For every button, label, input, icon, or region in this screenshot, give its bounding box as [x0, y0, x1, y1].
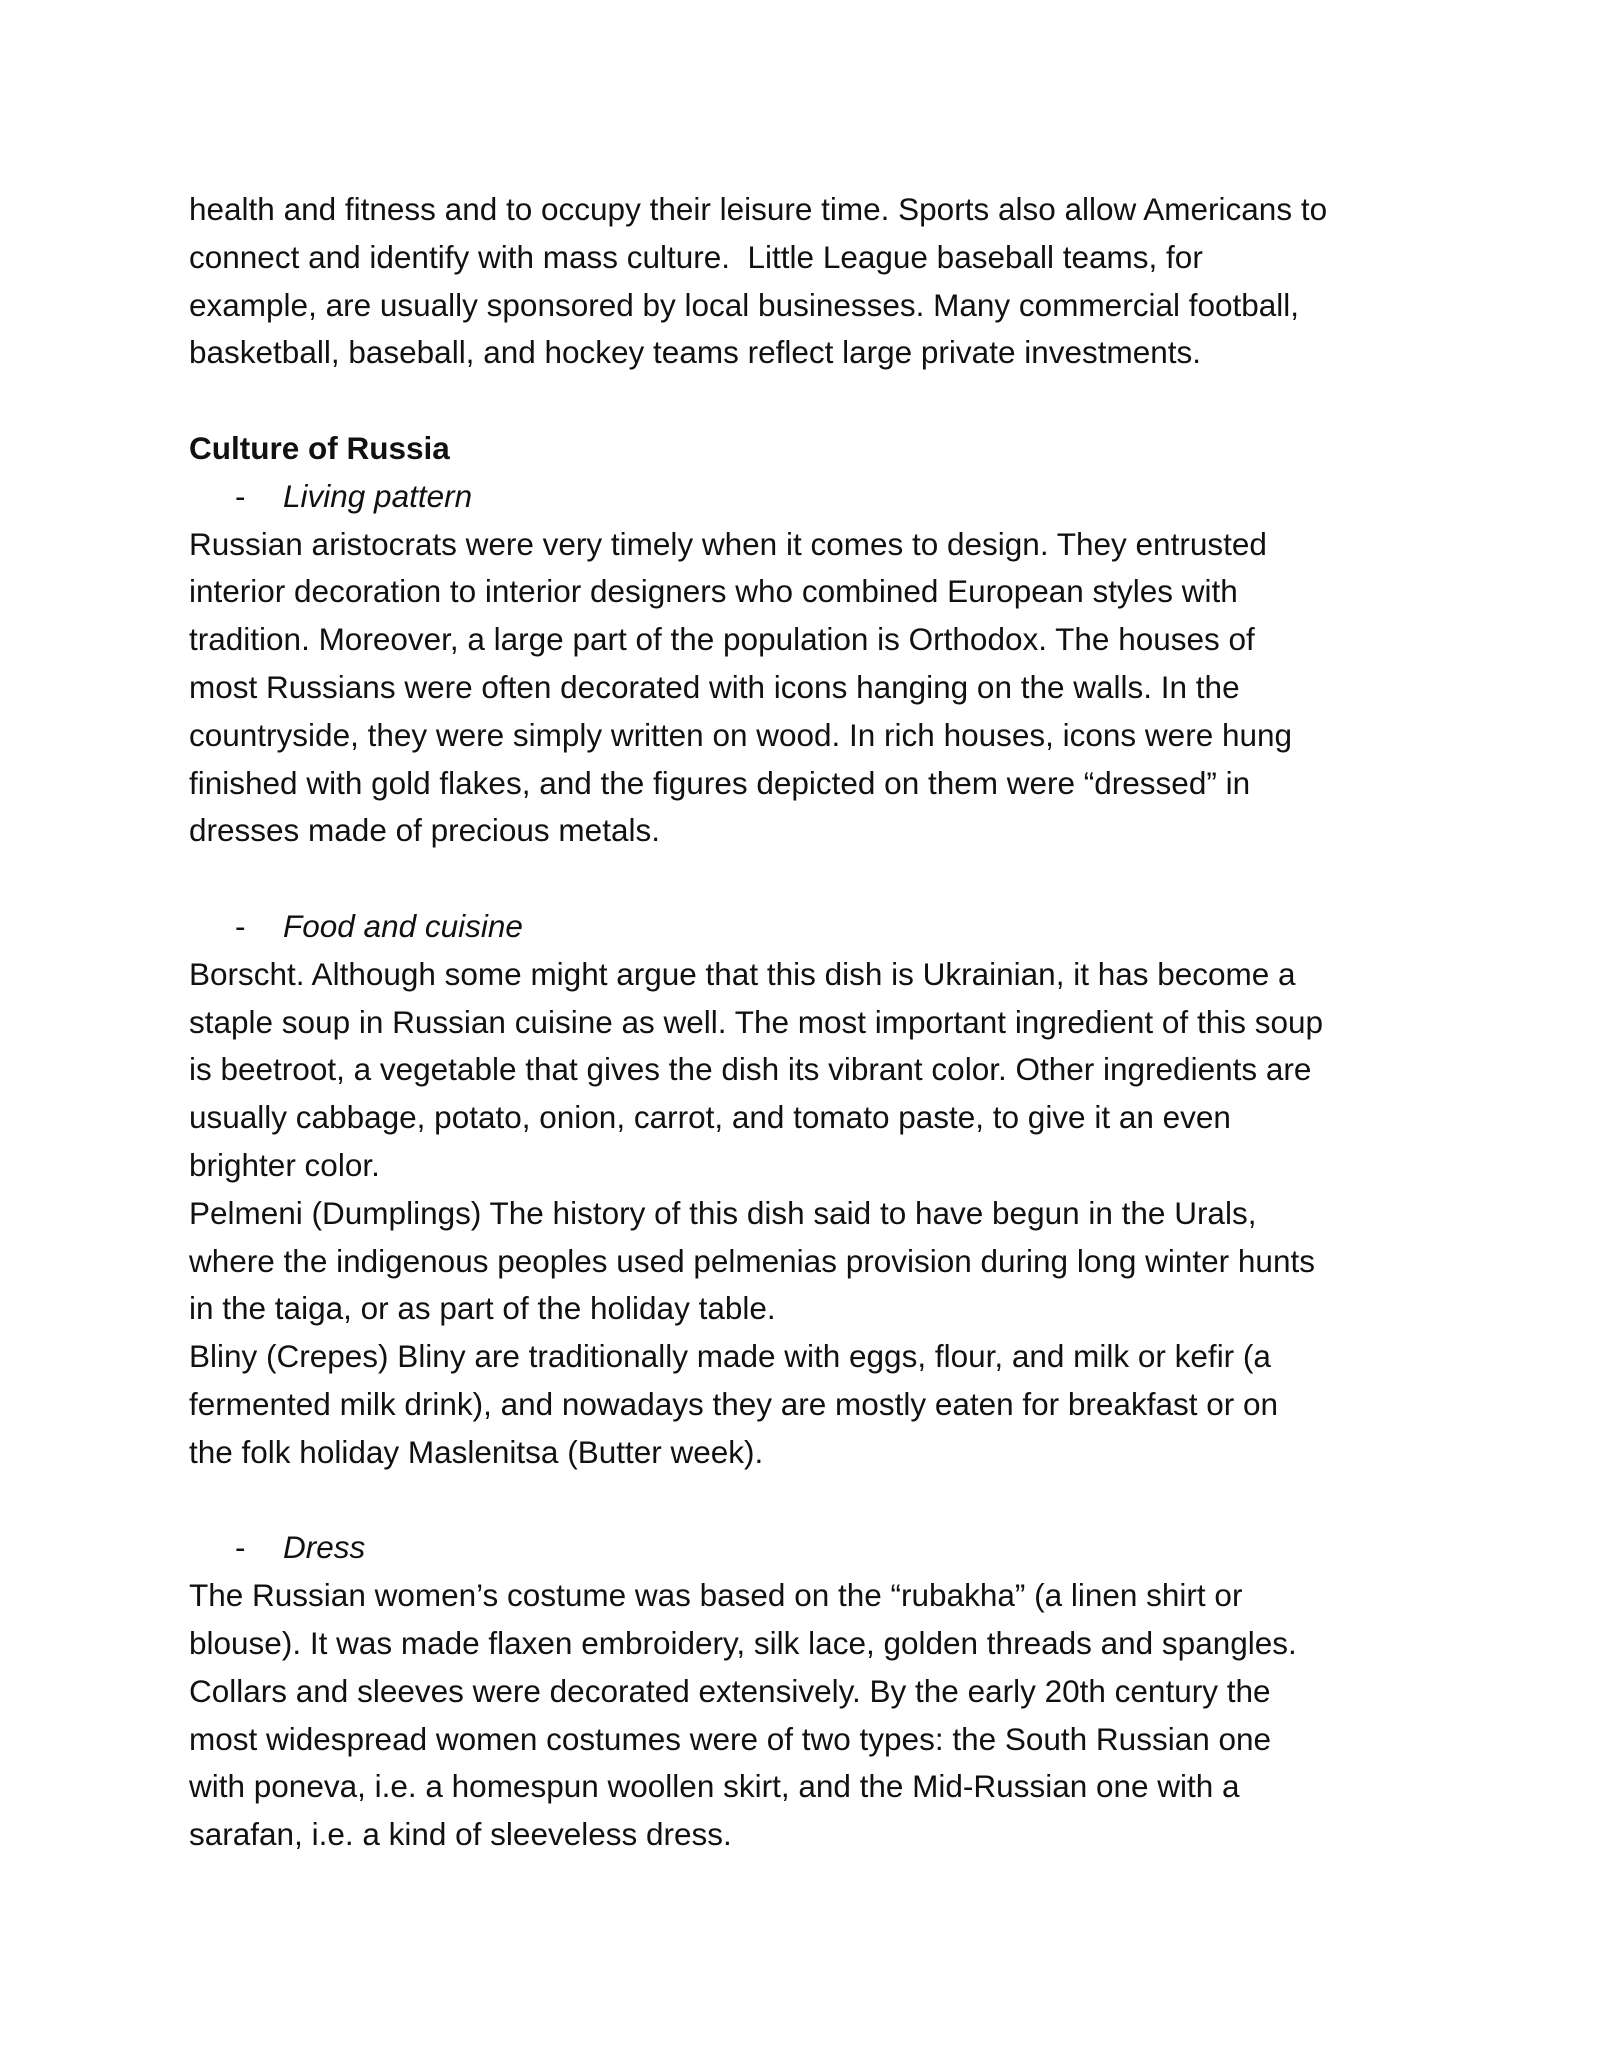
intro-line: health and fitness and to occupy their leisure time. Sports also allow Americans to [189, 191, 1328, 227]
food-line: fermented milk drink), and nowadays they are mostly eaten for breakfast or on [189, 1385, 1279, 1422]
living-line: dresses made of precious metals. [189, 812, 660, 849]
bullet-dash: - [235, 1529, 246, 1566]
living-line: finished with gold flakes, and the figures depicted on them were “dressed” in [189, 764, 1251, 801]
food-line: is beetroot, a vegetable that gives the dish its vibrant color. Other ingredients are [189, 1051, 1312, 1088]
section-heading: Culture of Russia [189, 429, 450, 466]
food-line: Pelmeni (Dumplings) The history of this dish said to have begun in the Urals, [189, 1194, 1257, 1231]
subheading-dress: Dress [283, 1529, 366, 1566]
bullet-food-and-cuisine [189, 903, 1429, 951]
subheading-living-pattern: Living pattern [283, 477, 473, 514]
document-body [189, 186, 1429, 1859]
living-line: most Russians were often decorated with icons hanging on the walls. In the [189, 668, 1240, 705]
dress-line: blouse). It was made flaxen embroidery, silk lace, golden threads and spangles. [189, 1624, 1297, 1661]
dress-line: with poneva, i.e. a homespun woollen skirt, and the Mid-Russian one with a [189, 1768, 1240, 1805]
dress-line: sarafan, i.e. a kind of sleeveless dress. [189, 1816, 732, 1853]
bullet-dash: - [235, 477, 246, 514]
paragraph-spacer [189, 855, 1429, 903]
food-line: Borscht. Although some might argue that this dish is Ukrainian, it has become a [189, 955, 1296, 992]
dress-line: Collars and sleeves were decorated extensively. By the early 20th century the [189, 1672, 1271, 1709]
dress-line: The Russian women’s costume was based on the “rubakha” (a linen shirt or [189, 1577, 1243, 1614]
bullet-living-pattern [189, 473, 1429, 521]
subheading-food-and-cuisine: Food and cuisine [283, 907, 523, 944]
paragraph-spacer [189, 1477, 1429, 1525]
food-line: in the taiga, or as part of the holiday table. [189, 1290, 776, 1327]
living-line: Russian aristocrats were very timely when it comes to design. They entrusted [189, 525, 1267, 562]
food-line: brighter color. [189, 1146, 380, 1183]
food-line: the folk holiday Maslenitsa (Butter week). [189, 1433, 764, 1470]
food-line: staple soup in Russian cuisine as well. The most important ingredient of this soup [189, 1003, 1324, 1040]
bullet-dress [189, 1524, 1429, 1572]
paragraph-spacer [189, 377, 1429, 425]
living-line: tradition. Moreover, a large part of the population is Orthodox. The houses of [189, 621, 1255, 658]
food-line: where the indigenous peoples used pelmenias provision during long winter hunts [189, 1242, 1315, 1279]
bullet-dash: - [235, 907, 246, 944]
intro-line: basketball, baseball, and hockey teams reflect large private investments. [189, 334, 1202, 371]
intro-line: example, are usually sponsored by local businesses. Many commercial football, [189, 286, 1300, 323]
intro-line: connect and identify with mass culture. Little League baseball teams, for [189, 238, 1203, 275]
food-line: usually cabbage, potato, onion, carrot, and tomato paste, to give it an even [189, 1099, 1231, 1136]
food-line: Bliny (Crepes) Bliny are traditionally made with eggs, flour, and milk or kefir (a [189, 1338, 1271, 1375]
living-line: interior decoration to interior designers who combined European styles with [189, 573, 1238, 610]
living-line: countryside, they were simply written on wood. In rich houses, icons were hung [189, 716, 1293, 753]
dress-line: most widespread women costumes were of two types: the South Russian one [189, 1720, 1272, 1757]
